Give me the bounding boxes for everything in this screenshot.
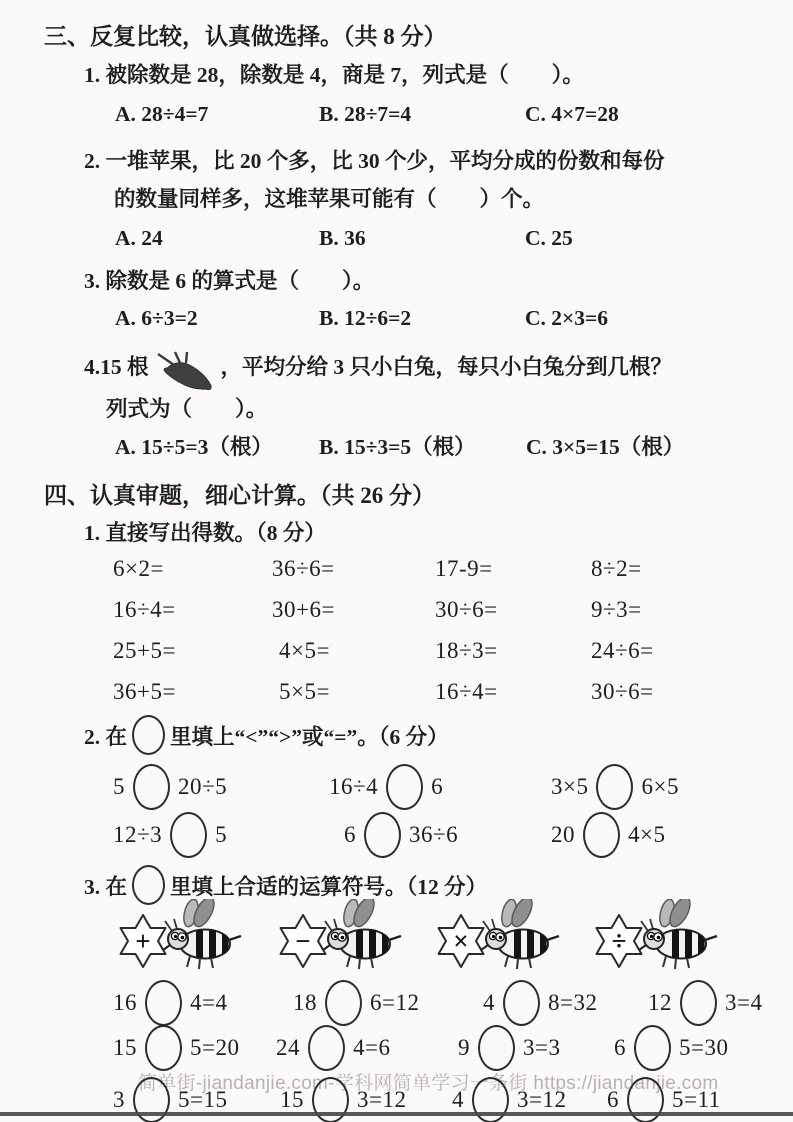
answer-circle bbox=[325, 980, 362, 1026]
s3-q4-line2: 列式为（ ）。 bbox=[106, 397, 268, 421]
s4-q2-title bbox=[84, 712, 449, 758]
bee-star-minus-icon bbox=[272, 899, 404, 979]
compare-right: 4×5 bbox=[628, 822, 666, 847]
operand-right: 6=12 bbox=[370, 990, 420, 1015]
calc-item: 36÷6= bbox=[272, 556, 335, 581]
compare-row-1 bbox=[0, 763, 793, 811]
svg-text:×: × bbox=[453, 926, 469, 956]
calc-item: 4×5= bbox=[279, 638, 330, 663]
compare-right: 5 bbox=[215, 822, 228, 847]
compare-item bbox=[551, 763, 679, 811]
bee-star-plus-icon bbox=[112, 899, 244, 979]
page-bottom-edge bbox=[0, 1112, 793, 1116]
svg-text:−: − bbox=[295, 926, 311, 956]
answer-circle bbox=[478, 1025, 515, 1071]
s3-q2-line2: 的数量同样多，这堆苹果可能有（ ）个。 bbox=[114, 187, 545, 211]
operand-left: 3 bbox=[113, 1087, 125, 1112]
s3-q4-option-b: B. 15÷3=5（根） bbox=[319, 435, 476, 459]
bee-star-multiply-icon bbox=[430, 899, 562, 979]
operator-item bbox=[113, 1024, 239, 1072]
operand-left: 24 bbox=[276, 1035, 300, 1060]
operand-left: 12 bbox=[648, 990, 672, 1015]
s3-q1-option-b: B. 28÷7=4 bbox=[319, 102, 412, 126]
answer-circle bbox=[145, 1025, 182, 1071]
bee-star-divide-icon bbox=[588, 899, 720, 979]
answer-circle bbox=[596, 764, 633, 810]
s3-q2-option-c: C. 25 bbox=[525, 226, 573, 250]
compare-item bbox=[329, 763, 443, 811]
calc-item: 9÷3= bbox=[591, 597, 642, 622]
calc-item: 18÷3= bbox=[435, 638, 498, 663]
operand-right: 5=20 bbox=[190, 1035, 240, 1060]
operand-left: 18 bbox=[293, 990, 317, 1015]
s3-q3-text: 3. 除数是 6 的算式是（ ）。 bbox=[84, 269, 375, 293]
calc-item: 16÷4= bbox=[113, 597, 176, 622]
s3-q1-text: 1. 被除数是 28，除数是 4，商是 7，列式是（ ）。 bbox=[84, 63, 584, 87]
operator-item bbox=[648, 979, 762, 1027]
operator-item bbox=[293, 979, 419, 1027]
operator-item bbox=[483, 979, 597, 1027]
operand-left: 6 bbox=[614, 1035, 626, 1060]
s3-q4-text-pre: 4.15 根 bbox=[84, 354, 149, 379]
operand-right: 5=15 bbox=[178, 1087, 228, 1112]
s3-q3-option-a: A. 6÷3=2 bbox=[115, 306, 198, 330]
operand-right: 3=12 bbox=[357, 1087, 407, 1112]
operator-row-1 bbox=[0, 979, 793, 1027]
operator-row-2 bbox=[0, 1024, 793, 1072]
s4-q2-title-pre: 2. 在 bbox=[84, 724, 128, 749]
compare-left: 16÷4 bbox=[329, 774, 379, 799]
calc-item: 36+5= bbox=[113, 679, 176, 704]
answer-circle bbox=[308, 1025, 345, 1071]
compare-item bbox=[113, 763, 227, 811]
compare-left: 12÷3 bbox=[113, 822, 163, 847]
watermark: 简单街-jiandanjie.com-学科网简单学习一条街 https://jiandanjie.com bbox=[138, 1073, 719, 1094]
calc-item: 30÷6= bbox=[435, 597, 498, 622]
s3-q4-option-a: A. 15÷5=3（根） bbox=[115, 435, 273, 459]
answer-circle bbox=[386, 764, 423, 810]
operand-left: 6 bbox=[607, 1087, 619, 1112]
answer-circle bbox=[634, 1025, 671, 1071]
calc-item: 16÷4= bbox=[435, 679, 498, 704]
calc-item: 24÷6= bbox=[591, 638, 654, 663]
operand-right: 3=3 bbox=[523, 1035, 561, 1060]
compare-left: 3×5 bbox=[551, 774, 589, 799]
operator-item bbox=[458, 1024, 560, 1072]
s4-q1-title: 1. 直接写出得数。（8 分） bbox=[84, 521, 326, 545]
operand-right: 3=4 bbox=[725, 990, 763, 1015]
calc-item: 5×5= bbox=[279, 679, 330, 704]
operand-right: 5=30 bbox=[679, 1035, 729, 1060]
calc-item: 25+5= bbox=[113, 638, 176, 663]
operand-right: 5=11 bbox=[672, 1087, 721, 1112]
calc-item: 8÷2= bbox=[591, 556, 642, 581]
operand-right: 4=4 bbox=[190, 990, 228, 1015]
operand-left: 4 bbox=[483, 990, 495, 1015]
operand-right: 4=6 bbox=[353, 1035, 391, 1060]
svg-text:÷: ÷ bbox=[611, 926, 627, 956]
carrot-icon bbox=[154, 350, 216, 394]
s3-q3-option-c: C. 2×3=6 bbox=[525, 306, 609, 330]
s3-q4-text-post: ，平均分给 3 只小白兔，每只小白兔分到几根？ bbox=[220, 354, 673, 379]
compare-right: 6×5 bbox=[641, 774, 679, 799]
answer-circle bbox=[145, 980, 182, 1026]
answer-circle bbox=[364, 812, 401, 858]
operator-item bbox=[614, 1024, 728, 1072]
s3-q1-option-c: C. 4×7=28 bbox=[525, 102, 619, 126]
operator-item bbox=[113, 979, 227, 1027]
answer-circle bbox=[170, 812, 207, 858]
compare-right: 20÷5 bbox=[178, 774, 228, 799]
operand-left: 4 bbox=[452, 1087, 464, 1112]
svg-text:+: + bbox=[135, 926, 151, 956]
blank-circle bbox=[132, 715, 165, 755]
answer-circle bbox=[133, 764, 170, 810]
answer-circle bbox=[680, 980, 717, 1026]
s3-q1-option-a: A. 28÷4=7 bbox=[115, 102, 209, 126]
compare-left: 5 bbox=[113, 774, 125, 799]
operand-right: 3=12 bbox=[517, 1087, 567, 1112]
compare-left: 6 bbox=[344, 822, 356, 847]
answer-circle bbox=[503, 980, 540, 1026]
compare-item bbox=[551, 811, 665, 859]
s3-q2-option-a: A. 24 bbox=[115, 226, 163, 250]
s3-q3-option-b: B. 12÷6=2 bbox=[319, 306, 412, 330]
section4-title: 四、认真审题，细心计算。（共 26 分） bbox=[44, 483, 435, 508]
operand-left: 16 bbox=[113, 990, 137, 1015]
compare-item bbox=[344, 811, 458, 859]
answer-circle bbox=[583, 812, 620, 858]
operand-right: 8=32 bbox=[548, 990, 598, 1015]
calc-item: 30÷6= bbox=[591, 679, 654, 704]
operand-left: 15 bbox=[113, 1035, 137, 1060]
calc-item: 30+6= bbox=[272, 597, 335, 622]
compare-item bbox=[113, 811, 227, 859]
operand-left: 9 bbox=[458, 1035, 470, 1060]
s4-q3-title-pre: 3. 在 bbox=[84, 874, 128, 899]
s4-q3-title-post: 里填上合适的运算符号。（12 分） bbox=[170, 874, 488, 899]
s3-q2-line1: 2. 一堆苹果，比 20 个多，比 30 个少，平均分成的份数和每份 bbox=[84, 149, 665, 173]
compare-right: 6 bbox=[431, 774, 444, 799]
operand-left: 15 bbox=[280, 1087, 304, 1112]
s3-q4-option-c: C. 3×5=15（根） bbox=[526, 435, 685, 459]
s3-q4-line1 bbox=[84, 340, 672, 390]
section3-title: 三、反复比较，认真做选择。（共 8 分） bbox=[44, 24, 447, 49]
calc-item: 17-9= bbox=[435, 556, 493, 581]
calc-item: 6×2= bbox=[113, 556, 164, 581]
compare-left: 20 bbox=[551, 822, 575, 847]
operator-item bbox=[276, 1024, 390, 1072]
s3-q2-option-b: B. 36 bbox=[319, 226, 366, 250]
compare-row-2 bbox=[0, 811, 793, 859]
s4-q2-title-post: 里填上“<”“>”或“=”。（6 分） bbox=[170, 724, 449, 749]
compare-right: 36÷6 bbox=[409, 822, 459, 847]
